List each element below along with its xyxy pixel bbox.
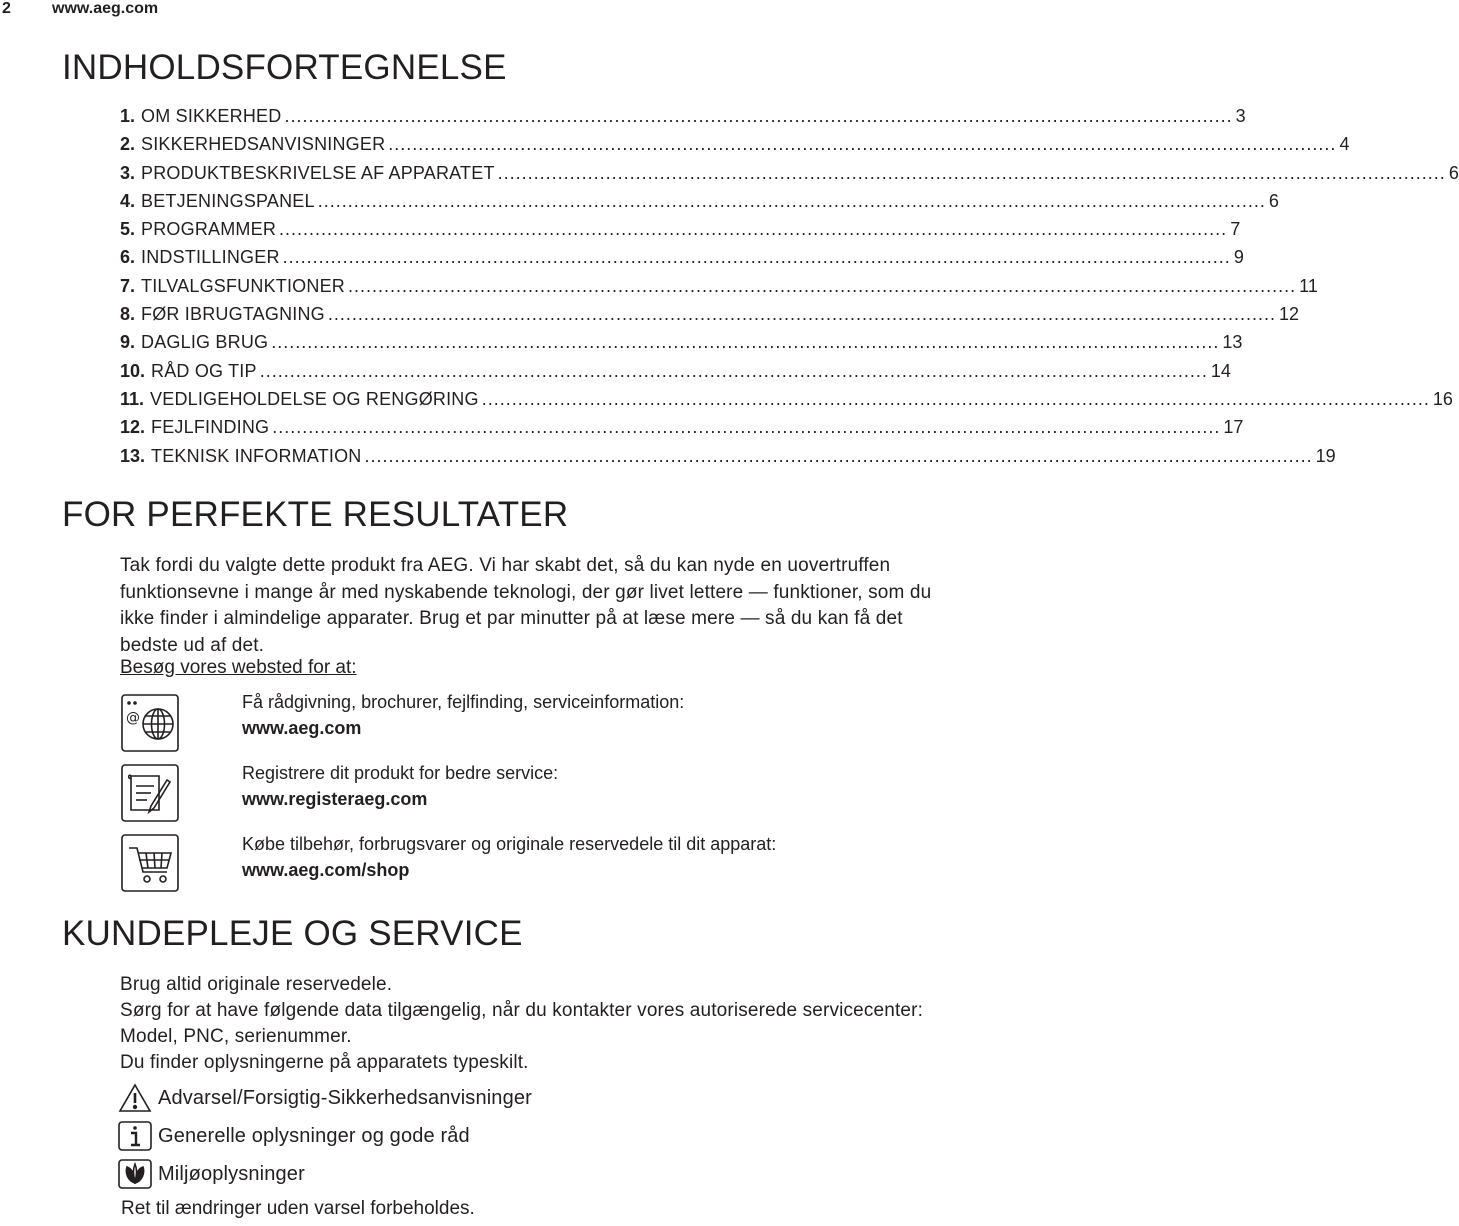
toc-item-page: 12 <box>1279 304 1300 325</box>
toc-item-number: 2. <box>120 134 136 155</box>
toc-item[interactable] <box>120 247 1244 275</box>
toc-leader-dots: .............................................................................................................................................................. <box>284 106 1233 126</box>
service-item-advice <box>242 689 684 741</box>
service-line: Sørg for at have følgende data tilgængelig, når du kontakter vores autoriserede servicecenter: Model, PNC, serienummer. <box>120 1000 924 1047</box>
toc-item-label: DAGLIG BRUG <box>141 332 269 353</box>
toc-item-page: 4 <box>1339 134 1350 155</box>
service-item-text: Registrere dit produkt for bedre service: <box>242 763 559 783</box>
toc-item-label: FØR IBRUGTAGNING <box>141 304 325 325</box>
section-title-results: FOR PERFEKTE RESULTATER <box>62 495 569 534</box>
toc-item-page: 3 <box>1235 106 1246 126</box>
environment-leaf-icon <box>118 1159 152 1189</box>
toc-item-number: 8. <box>120 304 136 325</box>
service-item-register <box>242 760 558 812</box>
toc-item-number: 1. <box>120 106 136 126</box>
toc-item[interactable] <box>120 388 1453 417</box>
symbol-environment-row <box>118 1159 305 1189</box>
service-item-link[interactable]: www.aeg.com <box>242 718 362 738</box>
toc-item[interactable] <box>120 219 1241 247</box>
toc-leader-dots: .............................................................................................................................................................. <box>347 275 1297 296</box>
toc-item-label: PROGRAMMER <box>141 219 277 240</box>
register-notepad-icon <box>121 764 179 822</box>
toc-item[interactable] <box>120 304 1300 332</box>
toc-item-page: 7 <box>1230 219 1241 240</box>
toc-leader-dots: .............................................................................................................................................................. <box>317 190 1266 211</box>
toc-item[interactable] <box>120 190 1279 219</box>
service-item-text: Købe tilbehør, forbrugsvarer og originale reservedele til dit apparat: <box>242 834 777 854</box>
toc-item-label: RÅD OG TIP <box>151 360 257 381</box>
toc-item-label: VEDLIGEHOLDELSE OG RENGØRING <box>150 388 479 409</box>
toc-item[interactable] <box>120 417 1244 445</box>
service-item-link[interactable]: www.registeraeg.com <box>242 789 428 809</box>
toc-item-number: 4. <box>120 190 136 211</box>
toc-leader-dots: .............................................................................................................................................................. <box>259 360 1208 381</box>
visit-website-label: Besøg vores websted for at: <box>120 657 357 678</box>
symbol-label: Generelle oplysninger og gode råd <box>158 1124 470 1147</box>
toc-item-page: 6 <box>1268 190 1279 211</box>
toc-item[interactable] <box>120 134 1350 162</box>
service-item-text: Få rådgivning, brochurer, fejlfinding, serviceinformation: <box>242 692 685 712</box>
svg-text:@: @ <box>126 710 140 726</box>
toc-item-page: 11 <box>1299 275 1318 296</box>
symbol-info-row <box>118 1121 470 1151</box>
toc-item[interactable] <box>120 106 1246 134</box>
toc-leader-dots: .............................................................................................................................................................. <box>271 332 1220 353</box>
toc-leader-dots: .............................................................................................................................................................. <box>272 417 1221 438</box>
toc-item-label: OM SIKKERHED <box>141 106 282 126</box>
page-header <box>0 0 960 22</box>
toc-leader-dots: .............................................................................................................................................................. <box>327 304 1277 325</box>
toc-item-page: 6 <box>1448 162 1459 183</box>
page-number: 2 <box>2 0 11 17</box>
toc-item-label: TILVALGSFUNKTIONER <box>141 275 345 296</box>
intro-paragraph: Tak fordi du valgte dette produkt fra AEG. Vi har skabt det, så du kan nyde en uovertruffen funktionsevne i mange år med nyskabende teknologi, der gør livet lettere — funktioner, som du ikke finder i almindelige apparater. Brug et par minutter på at læse mere — så du kan få det bedste ud af det. <box>120 555 932 656</box>
symbol-warning-row <box>118 1083 532 1113</box>
footer-note: Ret til ændringer uden varsel forbeholdes. <box>121 1198 475 1219</box>
toc-item-number: 12. <box>120 417 146 438</box>
toc-item-number: 3. <box>120 162 136 183</box>
toc-item-page: 16 <box>1432 388 1453 409</box>
toc-item-number: 5. <box>120 219 136 240</box>
service-line: Du finder oplysningerne på apparatets typeskilt. <box>120 1052 529 1073</box>
service-line: Brug altid originale reservedele. <box>120 974 393 995</box>
toc-item-label: PRODUKTBESKRIVELSE AF APPARATET <box>141 162 495 183</box>
toc-item-label: FEJLFINDING <box>151 417 270 438</box>
toc-item[interactable] <box>120 162 1459 191</box>
site-url[interactable]: www.aeg.com <box>52 0 159 17</box>
toc-item-number: 10. <box>120 360 146 381</box>
toc-item-label: INDSTILLINGER <box>141 247 280 268</box>
info-icon <box>118 1121 152 1151</box>
toc-item-number: 7. <box>120 275 136 296</box>
table-of-contents <box>120 106 1459 474</box>
toc-item[interactable] <box>120 275 1318 304</box>
toc-leader-dots: .............................................................................................................................................................. <box>364 445 1313 466</box>
toc-item-page: 9 <box>1233 247 1244 268</box>
toc-item-page: 14 <box>1210 360 1231 381</box>
symbol-label: Advarsel/Forsigtig-Sikkerhedsanvisninger <box>158 1086 532 1109</box>
toc-leader-dots: .............................................................................................................................................................. <box>279 219 1228 240</box>
warning-triangle-icon <box>118 1083 152 1113</box>
service-body <box>120 972 950 1076</box>
toc-item-number: 13. <box>120 445 146 466</box>
toc-item-page: 17 <box>1223 417 1244 438</box>
service-item-link[interactable]: www.aeg.com/shop <box>242 860 410 880</box>
toc-item-label: TEKNISK INFORMATION <box>151 445 362 466</box>
toc-item-page: 19 <box>1315 445 1336 466</box>
toc-item[interactable] <box>120 332 1243 360</box>
symbol-label: Miljøoplysninger <box>158 1162 305 1185</box>
toc-item[interactable] <box>120 445 1336 474</box>
shopping-cart-icon <box>121 834 179 892</box>
toc-title: INDHOLDSFORTEGNELSE <box>62 48 507 87</box>
service-item-shop <box>242 831 776 883</box>
toc-leader-dots: .............................................................................................................................................................. <box>282 247 1231 268</box>
toc-item-number: 11. <box>120 388 145 409</box>
toc-leader-dots: .............................................................................................................................................................. <box>481 388 1430 409</box>
toc-leader-dots: .............................................................................................................................................................. <box>497 162 1446 183</box>
toc-item-number: 6. <box>120 247 136 268</box>
toc-item[interactable] <box>120 360 1231 389</box>
web-globe-icon <box>121 694 179 752</box>
toc-item-page: 13 <box>1222 332 1243 353</box>
toc-leader-dots: .............................................................................................................................................................. <box>388 134 1337 155</box>
toc-item-label: BETJENINGSPANEL <box>141 190 315 211</box>
toc-item-number: 9. <box>120 332 136 353</box>
toc-item-label: SIKKERHEDSANVISNINGER <box>141 134 386 155</box>
section-title-service: KUNDEPLEJE OG SERVICE <box>62 914 523 953</box>
